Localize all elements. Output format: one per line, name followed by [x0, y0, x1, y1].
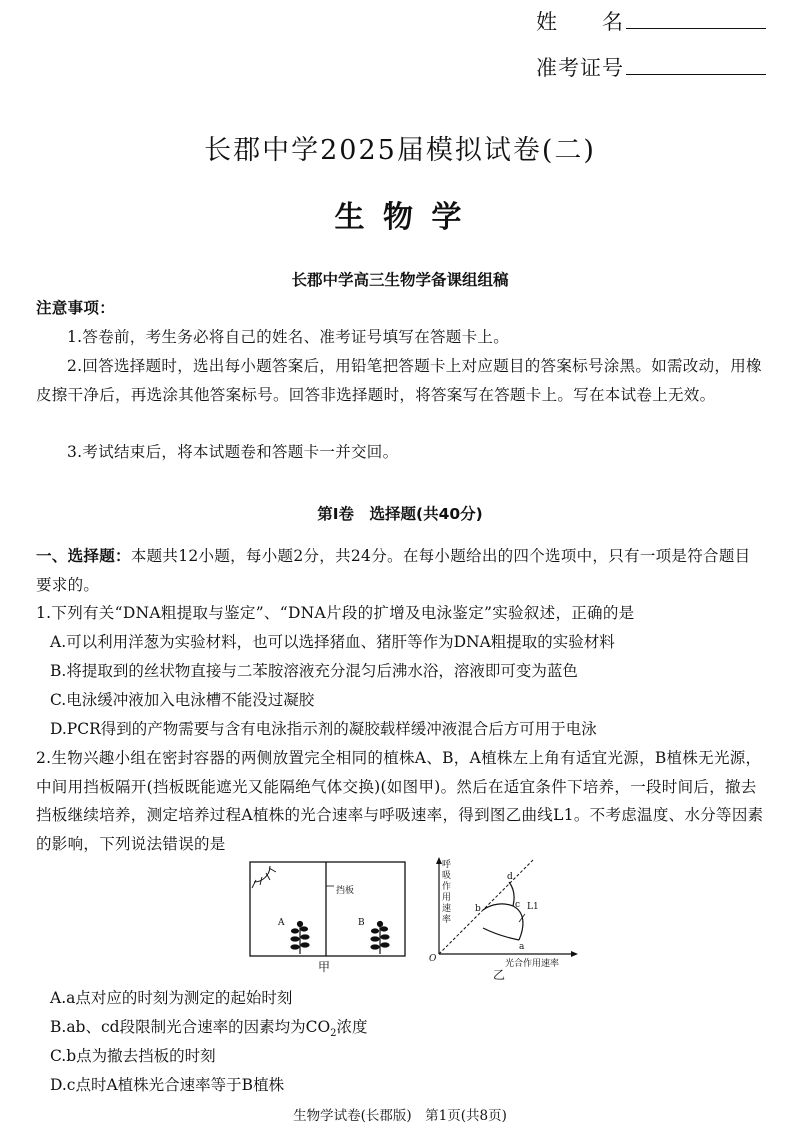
exam-id-label: 准考证号 — [536, 56, 624, 80]
section-instructions-text: 本题共12小题，每小题2分，共24分。在每小题给出的四个选项中，只有一项是符合题目要求的。 — [36, 547, 751, 594]
q2-option-b-text: B.ab、cd段限制光合速率的因素均为CO — [50, 1018, 331, 1036]
yi-ylabel: 呼吸作用速率 — [442, 860, 452, 925]
yi-xlabel: 光合作用速率 — [505, 959, 560, 969]
figure-yi-caption: 乙 — [493, 968, 506, 982]
yi-point-b: b — [475, 904, 481, 914]
yi-curve-label: L1 — [527, 902, 539, 912]
page-footer: 生物学试卷(长郡版) 第1页(共8页) — [293, 1108, 507, 1124]
q2-stem: 2.生物兴趣小组在密封容器的两侧放置完全相同的植株A、B，A植株左上角有适宜光源，B植株无光源，中间用挡板隔开(挡板既能遮光又能隔绝气体交换)(如图甲)。然后在适宜条件下培养，一段时间后，撤去挡板继续培养，测定培养过程A植株的光合速率与呼吸速率，得到图乙曲线L1。不考虑温度、水分等因素的影响，下列说法错误的是 — [36, 749, 764, 853]
yi-origin: O — [429, 954, 437, 964]
author-line: 长郡中学高三生物学备课组组稿 — [291, 271, 509, 289]
plant-b-label: B — [358, 918, 365, 928]
subject-title: 生 物 学 — [334, 200, 466, 235]
yi-point-a: a — [519, 942, 525, 952]
yi-point-c: c — [515, 900, 521, 910]
q1-option-c: C.电泳缓冲液加入电泳槽不能没过凝胶 — [50, 691, 315, 709]
notice-item-3: 3.考试结束后，将本试题卷和答题卡一并交回。 — [67, 443, 399, 461]
q1-option-b: B.将提取到的丝状物直接与二苯胺溶液充分混匀后沸水浴，溶液即可变为蓝色 — [50, 662, 578, 680]
yi-point-d: d — [507, 872, 513, 882]
notice-heading: 注意事项： — [36, 299, 116, 317]
section-instructions — [36, 542, 764, 599]
q1-option-d: D.PCR得到的产物需要与含有电泳指示剂的凝胶载样缓冲液混合后方可用于电泳 — [50, 720, 597, 738]
plant-a-label: A — [278, 918, 285, 928]
figure-jia — [248, 858, 408, 978]
exam-id-field[interactable] — [536, 52, 766, 82]
figure-yi — [425, 856, 585, 981]
q1-stem: 1.下列有关“DNA粗提取与鉴定”、“DNA片段的扩增及电泳鉴定”实验叙述，正确的是 — [36, 604, 635, 622]
name-underline — [626, 28, 766, 29]
notice-item-1: 1.答卷前，考生务必将自己的姓名、准考证号填写在答题卡上。 — [67, 328, 509, 346]
q2-option-b-subscript: 2 — [330, 1028, 337, 1040]
name-field[interactable] — [536, 6, 766, 36]
partition-label: 挡板 — [336, 886, 355, 896]
name-label: 姓 名 — [536, 10, 624, 34]
section-instructions-label: 一、选择题： — [36, 547, 131, 565]
section-title: 第Ⅰ卷 选择题(共40分) — [317, 505, 483, 523]
q2-option-d: D.c点时A植株光合速率等于B植株 — [50, 1076, 285, 1094]
exam-title: 长郡中学2025届模拟试卷(二) — [204, 135, 596, 166]
notice-item-2: 2.回答选择题时，选出每小题答案后，用铅笔把答题卡上对应题目的答案标号涂黑。如需改动，用橡皮擦干净后，再选涂其他答案标号。回答非选择题时，将答案写在答题卡上。写在本试卷上无效。 — [36, 357, 762, 404]
exam-id-underline — [626, 74, 766, 75]
q1-option-a: A.可以利用洋葱为实验材料，也可以选择猪血、猪肝等作为DNA粗提取的实验材料 — [50, 633, 615, 651]
q2-option-a: A.a点对应的时刻为测定的起始时刻 — [50, 989, 293, 1007]
q2-option-b-tail: 浓度 — [336, 1018, 368, 1036]
q2-option-c: C.b点为撤去挡板的时刻 — [50, 1047, 216, 1065]
figure-jia-caption: 甲 — [318, 960, 331, 974]
